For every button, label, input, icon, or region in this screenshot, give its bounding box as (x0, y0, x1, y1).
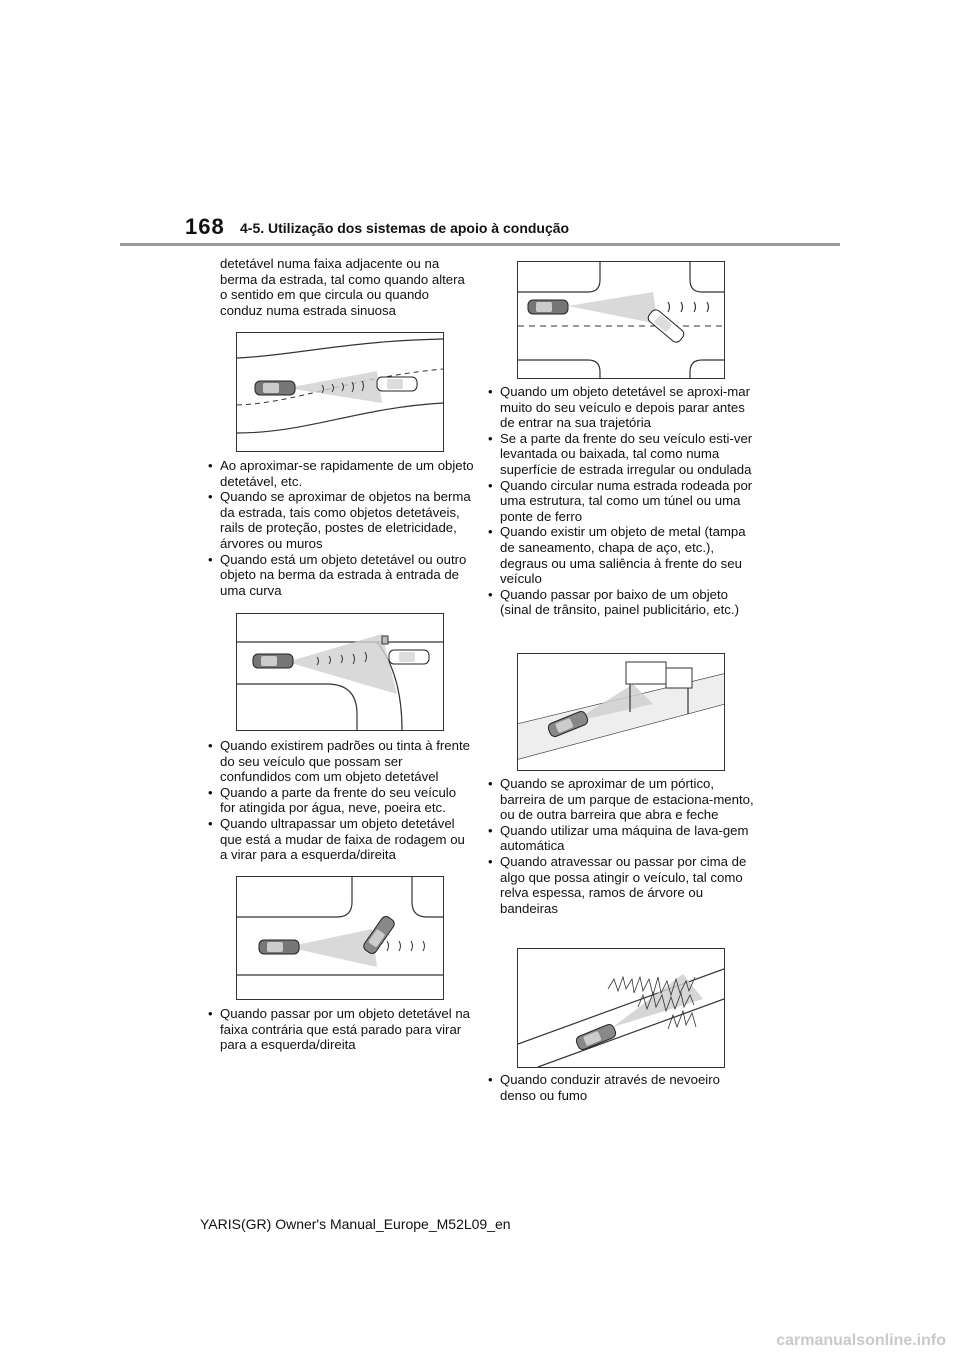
figure-curved-road (236, 332, 444, 452)
bullet-list-right-3 (480, 1072, 755, 1103)
intro-paragraph: detetável numa faixa adjacente ou na berma da estrada, tal como quando altera o sentido em que circula ou quando conduz numa estrada sinuosa (220, 256, 465, 318)
list-item: • Se a parte da frente do seu veículo esti-ver levantada ou baixada, tal como numa superfície de estrada irregular ou ondulada (480, 431, 755, 478)
figure-turning-vehicle (236, 876, 444, 1000)
list-item: • Quando se aproximar de um pórtico, barreira de um parque de estaciona-mento, ou de outra barreira que abra e feche (480, 776, 755, 823)
figure-overhead-sign (517, 653, 725, 771)
list-item: • Quando existirem padrões ou tinta à frente do seu veículo que possam ser confundidos com um objeto detetável (200, 738, 475, 785)
list-item: • Quando utilizar uma máquina de lava-gem automática (480, 823, 755, 854)
list-item: • Quando um objeto detetável se aproxi-mar muito do seu veículo e depois parar antes de entrar na sua trajetória (480, 384, 755, 431)
bullet-list-left-2 (200, 738, 475, 863)
bullet-list-left-1 (200, 458, 475, 598)
list-item: • Quando conduzir através de nevoeiro denso ou fumo (480, 1072, 755, 1103)
list-item: • Quando atravessar ou passar por cima de algo que possa atingir o veículo, tal como relva espessa, ramos de árvore ou bandeiras (480, 854, 755, 916)
section-title: 4-5. Utilização dos sistemas de apoio à condução (240, 220, 570, 236)
list-item: • Quando a parte da frente do seu veículo for atingida por água, neve, poeira etc. (200, 785, 475, 816)
footer-manual-id: YARIS(GR) Owner's Manual_Europe_M52L09_en (200, 1216, 511, 1232)
list-item: • Ao aproximar-se rapidamente de um objeto detetável, etc. (200, 458, 475, 489)
list-item: • Quando ultrapassar um objeto detetável que está a mudar de faixa de rodagem ou a virar para a esquerda/direita (200, 816, 475, 863)
figure-approaching-object (517, 261, 725, 379)
figure-thick-grass (517, 948, 725, 1068)
list-item: • Quando passar por baixo de um objeto (sinal de trânsito, painel publicitário, etc.) (480, 587, 755, 618)
header-rule (120, 243, 840, 246)
bullet-list-left-3 (200, 1006, 475, 1053)
list-item: • Quando existir um objeto de metal (tampa de saneamento, chapa de aço, etc.), degraus ou uma saliência à frente do seu veículo (480, 524, 755, 586)
watermark: carmanualsonline.info (776, 1332, 946, 1349)
bullet-list-right-2 (480, 776, 755, 916)
list-item: • Quando se aproximar de objetos na berma da estrada, tais como objetos detetáveis, rails de proteção, postes de eletricidade, árvores ou muros (200, 489, 475, 551)
list-item: • Quando está um objeto detetável ou outro objeto na berma da estrada à entrada de uma curva (200, 552, 475, 599)
page-number: 168 (185, 214, 225, 239)
bullet-list-right-1 (480, 384, 755, 618)
figure-curve-entrance (236, 613, 444, 731)
list-item: • Quando circular numa estrada rodeada por uma estrutura, tal como um túnel ou uma ponte de ferro (480, 478, 755, 525)
list-item: • Quando passar por um objeto detetável na faixa contrária que está parado para virar para a esquerda/direita (200, 1006, 475, 1053)
